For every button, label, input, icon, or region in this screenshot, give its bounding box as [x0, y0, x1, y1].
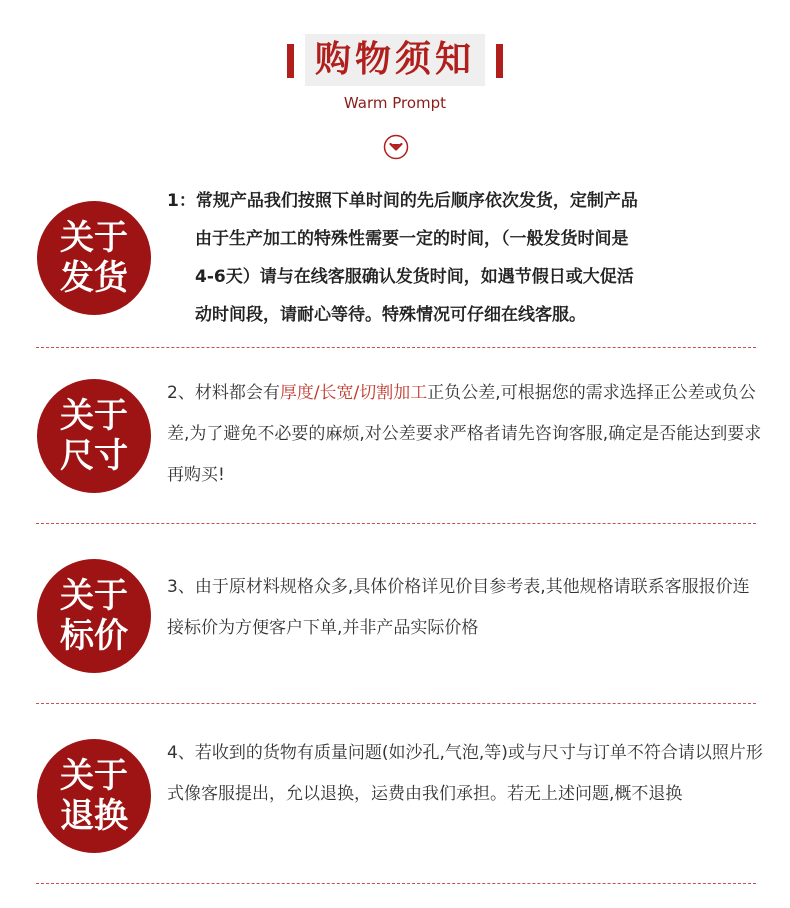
- page-title: 购物须知: [305, 34, 485, 86]
- shipping-text: [167, 182, 765, 334]
- divider: [36, 347, 756, 348]
- size-text-after: 正负公差,可根据您的需求选择正公差或负公差,为了避免不必要的麻烦,对公差要求严格者请先咨询客服,确定是否能达到要求再购买!: [167, 383, 762, 485]
- badge-size: [37, 379, 151, 493]
- badge-line1: 关于: [60, 576, 128, 616]
- badge-returns: [37, 739, 151, 853]
- badge-line1: 关于: [60, 756, 128, 796]
- badge-line1: 关于: [60, 396, 128, 436]
- size-text-before: 2、材料都会有: [167, 383, 280, 403]
- pricing-text: 3、由于原材料规格众多,具体价格详见价目参考表,其他规格请联系客服报价连接标价为方便客户下单,并非产品实际价格: [167, 577, 750, 638]
- badge-line2: 尺寸: [60, 436, 128, 476]
- title-bar-left: [287, 44, 294, 78]
- divider: [36, 703, 756, 704]
- notice-header: [0, 34, 790, 194]
- badge-shipping: [37, 201, 151, 315]
- size-text-highlight: 厚度/长宽/切割加工: [279, 383, 428, 403]
- chevron-down-circle-icon: [383, 134, 409, 160]
- returns-text: 4、若收到的货物有质量问题(如沙孔,气泡,等)或与尺寸与订单不符合请以照片形式像客服提出，允以退换，运费由我们承担。若无上述问题,概不退换: [167, 743, 763, 804]
- title-bar-right: [496, 44, 503, 78]
- shipping-line-4: 动时间段，请耐心等待。特殊情况可仔细在线客服。: [195, 305, 586, 325]
- badge-line2: 退换: [60, 796, 128, 836]
- badge-line2: 发货: [60, 258, 128, 298]
- shipping-line-1: 1：常规产品我们按照下单时间的先后顺序依次发货，定制产品: [167, 191, 638, 211]
- badge-line1: 关于: [60, 218, 128, 258]
- page-subtitle: Warm Prompt: [343, 94, 447, 112]
- divider: [36, 523, 756, 524]
- badge-line2: 标价: [60, 616, 128, 656]
- size-text: [167, 373, 765, 496]
- shipping-line-2: 由于生产加工的特殊性需要一定的时间，（一般发货时间是: [195, 229, 629, 249]
- title-block: [287, 34, 503, 86]
- divider: [36, 883, 756, 884]
- shipping-line-3: 4-6天）请与在线客服确认发货时间，如遇节假日或大促活: [195, 267, 634, 287]
- badge-pricing: [37, 559, 151, 673]
